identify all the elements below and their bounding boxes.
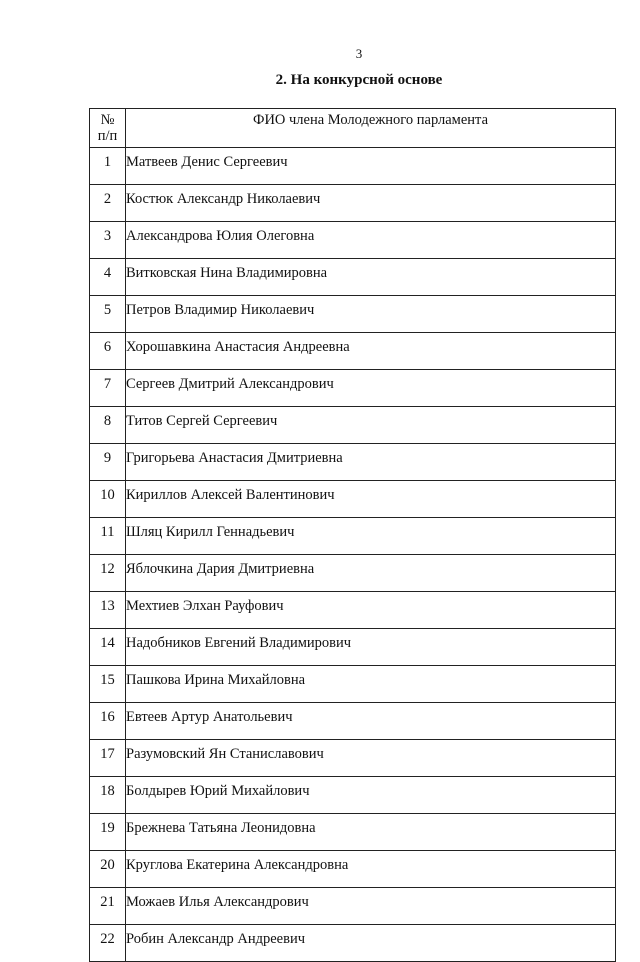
row-number: 17 [90, 740, 126, 777]
member-name: Можаев Илья Александрович [126, 888, 616, 925]
table-row [90, 740, 616, 777]
table-row [90, 851, 616, 888]
row-number: 15 [90, 666, 126, 703]
table-row [90, 888, 616, 925]
table-row [90, 777, 616, 814]
row-number: 8 [90, 407, 126, 444]
table-row [90, 333, 616, 370]
table-body [90, 148, 616, 962]
member-name: Сергеев Дмитрий Александрович [126, 370, 616, 407]
row-number: 1 [90, 148, 126, 185]
member-name: Титов Сергей Сергеевич [126, 407, 616, 444]
member-name: Робин Александр Андреевич [126, 925, 616, 962]
members-table [89, 108, 616, 962]
table-row [90, 481, 616, 518]
row-number: 3 [90, 222, 126, 259]
member-name: Александрова Юлия Олеговна [126, 222, 616, 259]
row-number: 16 [90, 703, 126, 740]
table-row [90, 296, 616, 333]
member-name: Разумовский Ян Станиславович [126, 740, 616, 777]
row-number: 7 [90, 370, 126, 407]
member-name: Хорошавкина Анастасия Андреевна [126, 333, 616, 370]
member-name: Брежнева Татьяна Леонидовна [126, 814, 616, 851]
row-number: 2 [90, 185, 126, 222]
page-number: 3 [355, 46, 363, 61]
table-row [90, 407, 616, 444]
member-name: Надобников Евгений Владимирович [126, 629, 616, 666]
row-number: 6 [90, 333, 126, 370]
number-header-line1: № [100, 112, 115, 128]
member-name: Болдырев Юрий Михайлович [126, 777, 616, 814]
row-number: 20 [90, 851, 126, 888]
table-row [90, 814, 616, 851]
member-name: Кириллов Алексей Валентинович [126, 481, 616, 518]
table-row [90, 629, 616, 666]
row-number: 4 [90, 259, 126, 296]
member-name: Евтеев Артур Анатольевич [126, 703, 616, 740]
row-number: 22 [90, 925, 126, 962]
row-number: 5 [90, 296, 126, 333]
row-number: 10 [90, 481, 126, 518]
member-name: Шляц Кирилл Геннадьевич [126, 518, 616, 555]
member-name: Мехтиев Элхан Рауфович [126, 592, 616, 629]
table-row [90, 925, 616, 962]
table-row [90, 370, 616, 407]
member-name: Пашкова Ирина Михайловна [126, 666, 616, 703]
number-header-line2: п/п [97, 128, 118, 144]
table-row [90, 259, 616, 296]
row-number: 12 [90, 555, 126, 592]
table-row [90, 148, 616, 185]
row-number: 9 [90, 444, 126, 481]
table-row [90, 703, 616, 740]
row-number: 21 [90, 888, 126, 925]
member-name: Григорьева Анастасия Дмитриевна [126, 444, 616, 481]
row-number: 14 [90, 629, 126, 666]
name-column-header: ФИО члена Молодежного парламента [126, 109, 616, 148]
table-row [90, 518, 616, 555]
number-column-header [90, 109, 126, 148]
table-row [90, 592, 616, 629]
row-number: 18 [90, 777, 126, 814]
row-number: 13 [90, 592, 126, 629]
member-name: Витковская Нина Владимировна [126, 259, 616, 296]
table-row [90, 666, 616, 703]
table-header-row [90, 109, 616, 148]
table-row [90, 185, 616, 222]
member-name: Яблочкина Дария Дмитриевна [126, 555, 616, 592]
table-row [90, 444, 616, 481]
table-row [90, 555, 616, 592]
section-title: 2. На конкурсной основе [275, 72, 443, 88]
member-name: Матвеев Денис Сергеевич [126, 148, 616, 185]
row-number: 11 [90, 518, 126, 555]
member-name: Петров Владимир Николаевич [126, 296, 616, 333]
member-name: Костюк Александр Николаевич [126, 185, 616, 222]
row-number: 19 [90, 814, 126, 851]
table-row [90, 222, 616, 259]
member-name: Круглова Екатерина Александровна [126, 851, 616, 888]
